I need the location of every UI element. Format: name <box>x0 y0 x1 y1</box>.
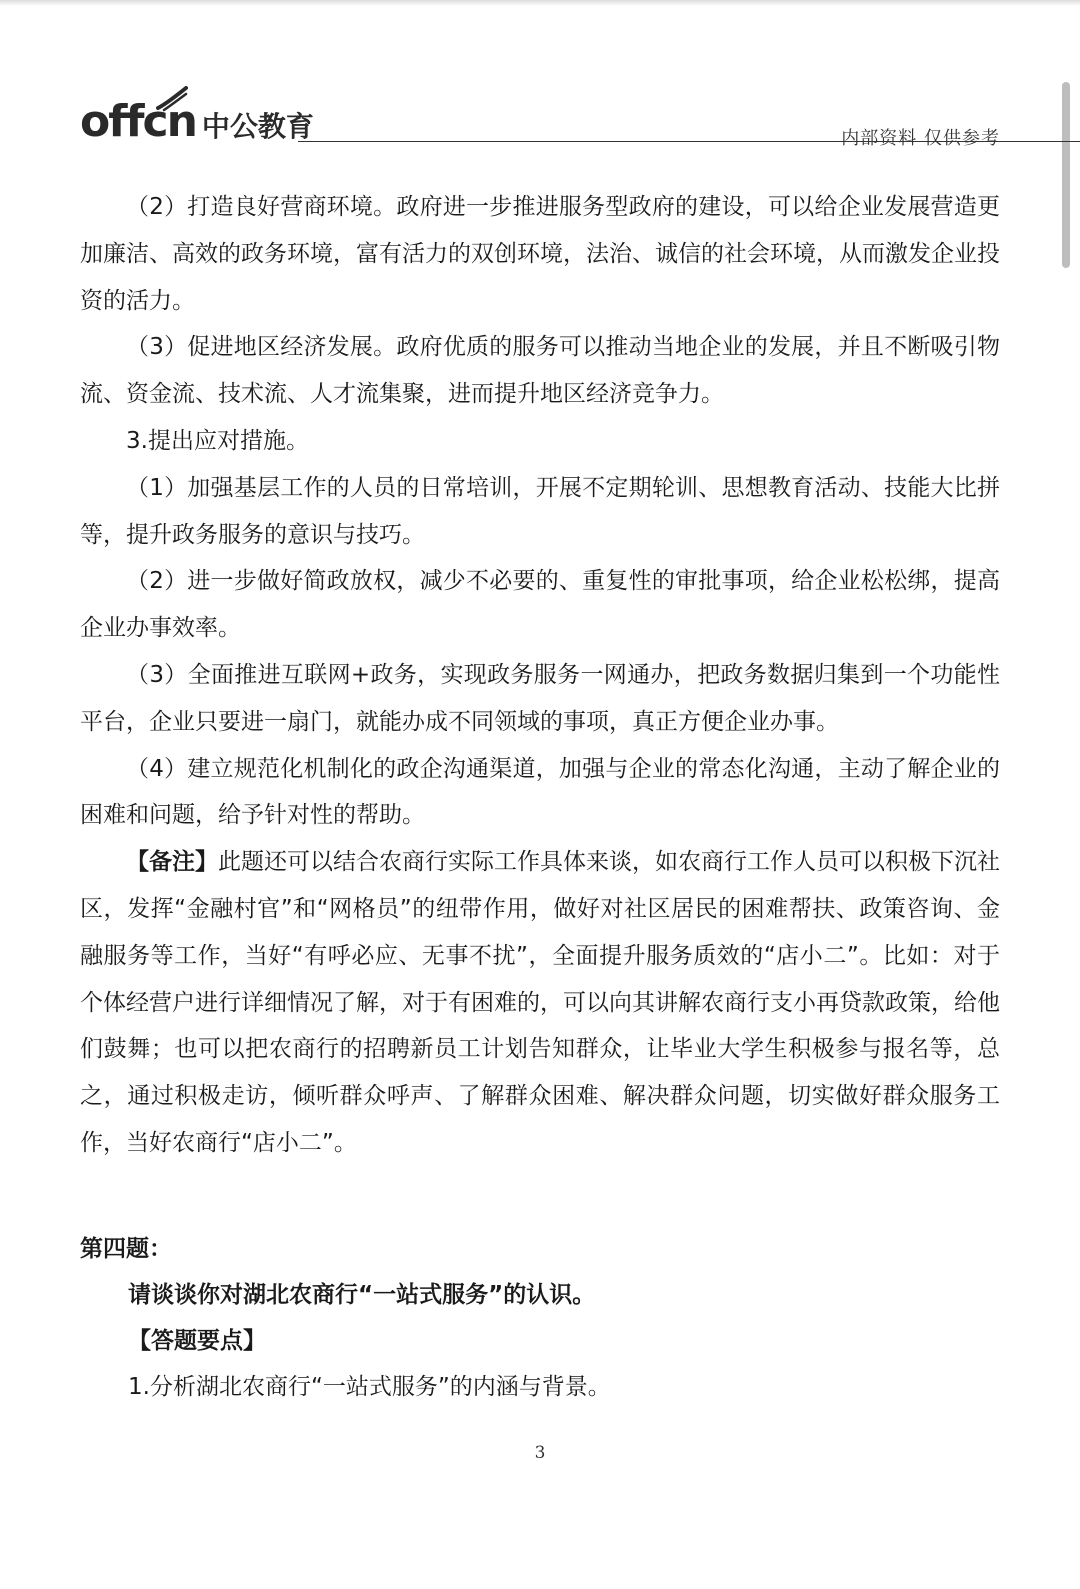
paragraph: （1）加强基层工作的人员的日常培训，开展不定期轮训、思想教育活动、技能大比拼等，提升政务服务的意识与技巧。 <box>80 474 1000 548</box>
scrollbar-thumb[interactable] <box>1062 82 1070 268</box>
header-note: 内部资料 仅供参考 <box>841 128 1000 149</box>
document-body <box>80 184 1000 1167</box>
page-number: 3 <box>534 1443 546 1463</box>
section-heading: 3.提出应对措施。 <box>126 427 309 454</box>
offcn-logo <box>80 88 314 147</box>
paragraph: （2）进一步做好简政放权，减少不必要的、重复性的审批事项，给企业松松绑，提高企业办事效率。 <box>80 568 1000 642</box>
question-text: 请谈谈你对湖北农商行“一站式服务”的认识。 <box>128 1282 596 1308</box>
top-edge-shadow <box>0 0 1080 6</box>
paragraph: （2）打造良好营商环境。政府进一步推进服务型政府的建设，可以给企业发展营造更加廉洁、高效的政务环境，富有活力的双创环境，法治、诚信的社会环境，从而激发企业投资的活力。 <box>80 194 1000 314</box>
question-heading: 第四题： <box>80 1236 172 1262</box>
answer-point: 1.分析湖北农商行“一站式服务”的内涵与背景。 <box>128 1374 611 1400</box>
note-paragraph <box>80 839 1000 1167</box>
logo-latin-text: offcn <box>80 96 196 147</box>
paragraph: （3）促进地区经济发展。政府优质的服务可以推动当地企业的发展，并且不断吸引物流、资金流、技术流、人才流集聚，进而提升地区经济竞争力。 <box>80 334 1000 408</box>
paragraph: （3）全面推进互联网+政务，实现政务服务一网通办，把政务数据归集到一个功能性平台，企业只要进一扇门，就能办成不同领域的事项，真正方便企业办事。 <box>80 661 1000 735</box>
logo-chinese-text: 中公教育 <box>201 110 314 143</box>
note-text: 此题还可以结合农商行实际工作具体来谈，如农商行工作人员可以积极下沉社区，发挥“金融村官”和“网格员”的纽带作用，做好对社区居民的困难帮扶、政策咨询、金融服务等工作，当好“有呼必应、无事不扰”，全面提升服务质效的“店小二”。比如：对于个体经营户进行详细情况了解，对于有困难的，可以向其讲解农商行支小再贷款政策，给他们鼓舞；也可以把农商行的招聘新员工计划告知群众，让毕业大学生积极参与报名等，总之，通过积极走访，倾听群众呼声、了解群众困难、解决群众问题，切实做好群众服务工作，当好农商行“店小二”。 <box>80 849 1000 1156</box>
question-four-block <box>80 1226 1000 1410</box>
page-header <box>80 88 1000 148</box>
answer-points-label: 【答题要点】 <box>128 1328 266 1354</box>
paragraph: （4）建立规范化机制化的政企沟通渠道，加强与企业的常态化沟通，主动了解企业的困难和问题，给予针对性的帮助。 <box>80 755 1000 829</box>
note-label: 【备注】 <box>126 849 218 876</box>
logo-swoosh-icon <box>156 86 188 112</box>
